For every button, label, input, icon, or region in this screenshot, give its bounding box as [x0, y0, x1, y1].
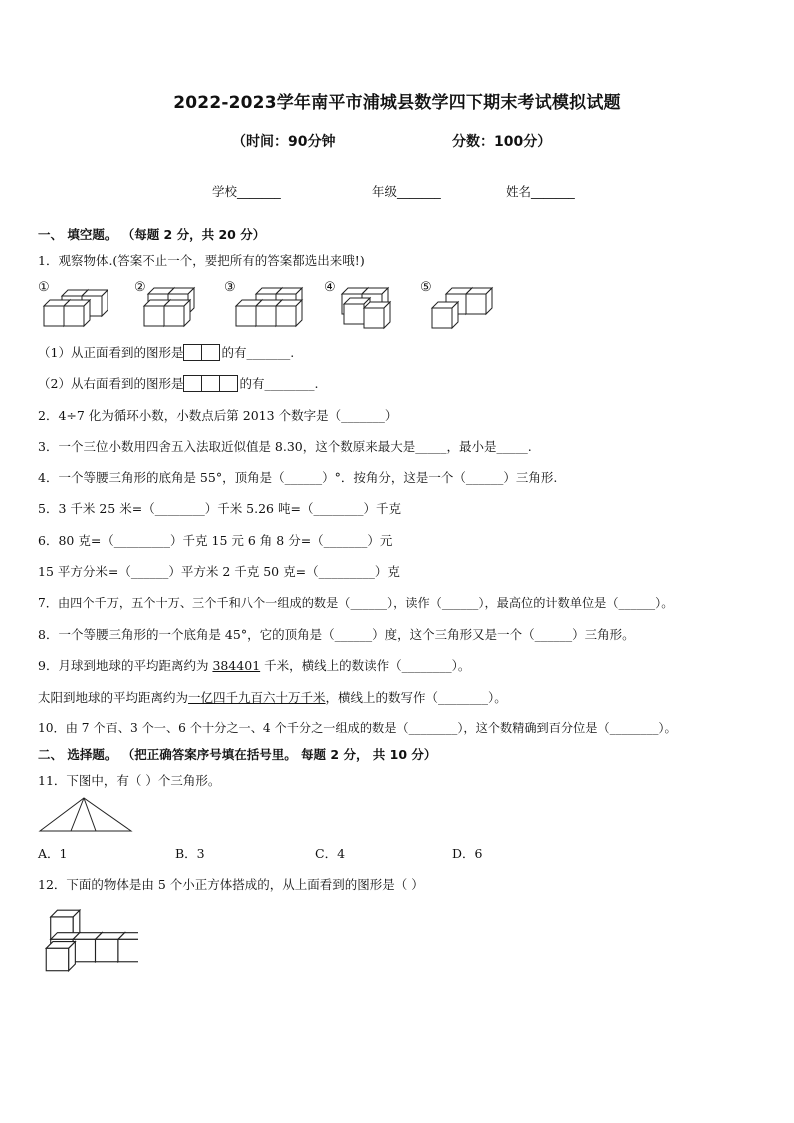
time-label: （时间：90分钟	[232, 134, 336, 150]
figure-label-3: ③	[224, 280, 236, 295]
question-9b	[38, 688, 507, 706]
question-11: 11．下图中，有（ ）个三角形。	[38, 773, 221, 788]
question-10: 10．由 7 个百、3 个一、6 个十分之一、4 个千分之一组成的数是（________），这个数精确到百分位是（________）。	[38, 721, 677, 735]
q12-cube-figure	[44, 908, 138, 974]
grade-field[interactable]: 年级_______	[372, 184, 441, 199]
name-field[interactable]: 姓名_______	[506, 184, 575, 199]
figure-label-1: ①	[38, 280, 50, 295]
score-label: 分数：100分）	[452, 134, 552, 150]
section1-header: 一、 填空题。 （每题 2 分，共 20 分）	[38, 227, 266, 242]
cube-figure-1	[42, 286, 108, 328]
cube-figure-3	[234, 286, 306, 328]
q11-option-c[interactable]: C．4	[315, 846, 346, 861]
cube-figure-2	[142, 286, 202, 328]
q9-underlined-number: 384401	[212, 658, 261, 673]
question-1-part-1	[38, 343, 294, 361]
q9-text: 9．月球到地球的平均距离约为	[38, 658, 213, 673]
q9b-text: 太阳到地球的平均距离约为	[38, 690, 189, 705]
question-9	[38, 656, 470, 674]
q11-option-b[interactable]: B．3	[175, 846, 205, 861]
three-square-shape	[183, 375, 239, 392]
q11-option-d[interactable]: D．6	[452, 846, 483, 861]
cube-figure-4	[338, 286, 398, 330]
q9-answer: 千米，横线上的数读作（________）。	[260, 658, 471, 673]
question-5: 5．3 千米 25 米=（________）千米 5.26 吨=（________）千克	[38, 501, 401, 516]
q1-part1-answer: 的有_______.	[221, 345, 295, 360]
two-square-shape	[183, 344, 221, 361]
figure-label-4: ④	[324, 280, 336, 295]
cube-figure-5	[430, 286, 496, 330]
figure-label-5: ⑤	[420, 280, 432, 295]
question-2: 2．4÷7 化为循环小数，小数点后第 2013 个数字是（_______）	[38, 408, 398, 423]
q9b-underlined-number: 一亿四千九百六十万千米	[188, 690, 326, 705]
q1-part1-text: （1）从正面看到的图形是	[38, 345, 184, 360]
question-6-line-2: 15 平方分米=（______）平方米 2 千克 50 克=（_________）克	[38, 564, 400, 579]
q1-part2-answer: 的有________.	[239, 376, 319, 391]
section2-header: 二、 选择题。 （把正确答案序号填在括号里。 每题 2 分， 共 10 分）	[38, 747, 437, 762]
question-4: 4．一个等腰三角形的底角是 55°，顶角是（______）°．按角分，这是一个（______）三角形.	[38, 470, 558, 485]
q1-part2-text: （2）从右面看到的图形是	[38, 376, 184, 391]
q9b-answer: ，横线上的数写作（________）。	[325, 690, 507, 705]
question-8: 8．一个等腰三角形的一个底角是 45°，它的顶角是（______）度，这个三角形又是一个（______）三角形。	[38, 627, 635, 642]
question-6-line-1: 6．80 克=（_________）千克 15 元 6 角 8 分=（_______）元	[38, 533, 393, 548]
triangle-figure	[38, 796, 134, 834]
page-title: 2022-2023学年南平市浦城县数学四下期末考试模拟试题	[173, 93, 621, 113]
figure-label-2: ②	[134, 280, 146, 295]
question-3: 3．一个三位小数用四舍五入法取近似值是 8.30，这个数原来最大是_____，最小是_____.	[38, 439, 532, 454]
question-7: 7．由四个千万，五个十万、三个千和八个一组成的数是（______），读作（______），最高位的计数单位是（______）。	[38, 596, 674, 610]
school-field[interactable]: 学校_______	[212, 184, 281, 199]
q11-option-a[interactable]: A．1	[38, 846, 68, 861]
question-1-part-2	[38, 374, 318, 392]
question-1: 1．观察物体.(答案不止一个，要把所有的答案都选出来哦!)	[38, 253, 365, 268]
question-12: 12．下面的物体是由 5 个小正方体搭成的，从上面看到的图形是（ ）	[38, 877, 424, 892]
